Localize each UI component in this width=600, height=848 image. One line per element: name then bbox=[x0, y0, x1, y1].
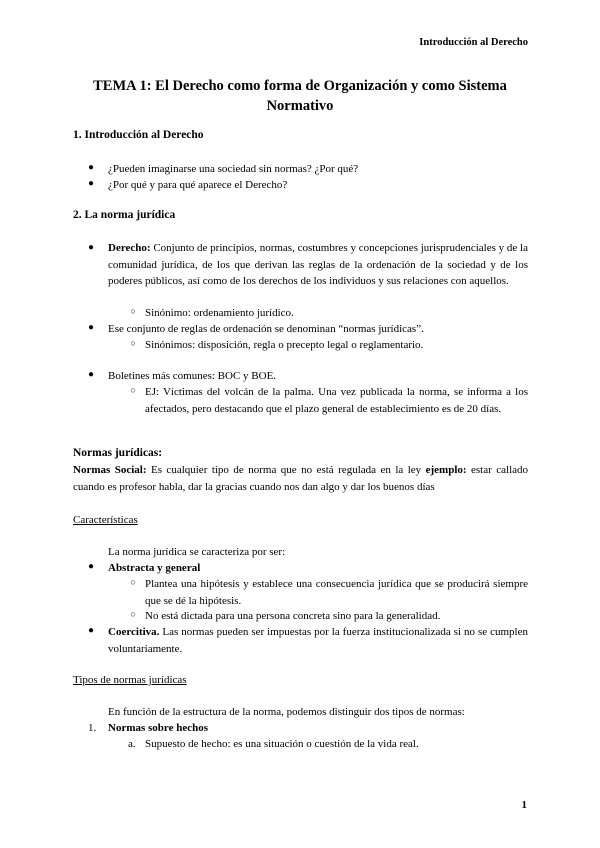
list-item: Boletines más comunes: BOC y BOE. bbox=[108, 370, 277, 382]
list-item: ¿Pueden imaginarse una sociedad sin normas? ¿Por qué? bbox=[108, 163, 359, 175]
ejemplo-label: ejemplo: bbox=[425, 464, 467, 476]
circle-bullet-icon: ○ bbox=[130, 577, 136, 587]
list-item bbox=[108, 720, 528, 737]
bullet-icon: ● bbox=[87, 322, 95, 333]
numbered-marker: 1. bbox=[88, 722, 97, 734]
normas-hechos-label: Normas sobre hechos bbox=[108, 722, 209, 734]
running-header: Introducción al Derecho bbox=[419, 37, 528, 48]
normas-social-text: Es cualquier tipo de norma que no está regulada en la ley bbox=[146, 464, 426, 476]
normas-heading: Normas jurídicas: bbox=[73, 447, 163, 459]
section-2-heading: 2. La norma jurídica bbox=[73, 209, 176, 221]
coercitiva-label: Coercitiva. bbox=[108, 626, 160, 638]
bullet-icon: ● bbox=[87, 561, 95, 572]
normas-social-label: Normas Social: bbox=[73, 464, 147, 476]
caracteristicas-intro: La norma jurídica se caracteriza por ser: bbox=[108, 546, 286, 558]
derecho-term: Derecho: bbox=[108, 242, 151, 254]
sub-list-item: Sinónimo: ordenamiento jurídico. bbox=[145, 307, 294, 319]
caracteristicas-heading: Características bbox=[73, 514, 138, 526]
list-item: Ese conjunto de reglas de ordenación se denominan “normas jurídicas”. bbox=[108, 323, 424, 335]
bullet-icon: ● bbox=[87, 162, 95, 173]
coercitiva-item bbox=[108, 624, 528, 657]
derecho-text: Conjunto de principios, normas, costumbres y concepciones jurisprudenciales y de la comunidad jurídica, de los que derivan las reglas de la ordenación de la sociedad y de los poderes públicos, así como de los derechos de los individuos y sus relaciones con aquellos. bbox=[108, 242, 528, 287]
bullet-icon: ● bbox=[87, 625, 95, 636]
list-item bbox=[108, 560, 528, 577]
sub-list-item: Sinónimos: disposición, regla o precepto legal o reglamentario. bbox=[145, 339, 424, 351]
derecho-definition bbox=[108, 240, 528, 290]
tipos-intro: En función de la estructura de la norma, podemos distinguir dos tipos de normas: bbox=[108, 706, 465, 718]
normas-social-paragraph bbox=[73, 462, 528, 495]
sub-list-item: EJ: Víctimas del volcán de la palma. Una vez publicada la norma, se informa a los afectados, pero destacando que el plazo general de establecimiento es de 20 días. bbox=[145, 386, 528, 415]
circle-bullet-icon: ○ bbox=[130, 385, 136, 395]
bullet-icon: ● bbox=[87, 369, 95, 380]
circle-bullet-icon: ○ bbox=[130, 609, 136, 619]
letter-marker: a. bbox=[128, 738, 136, 750]
page-title: TEMA 1: El Derecho como forma de Organización y como Sistema Normativo bbox=[93, 78, 507, 114]
section-1-heading: 1. Introducción al Derecho bbox=[73, 129, 204, 141]
sub-list-item: Supuesto de hecho: es una situación o cuestión de la vida real. bbox=[145, 738, 419, 750]
tipos-heading: Tipos de normas jurídicas bbox=[73, 674, 187, 686]
sub-list-item: Plantea una hipótesis y establece una consecuencia jurídica que se producirá siempre que se dé la hipótesis. bbox=[145, 578, 528, 607]
coercitiva-text: Las normas pueden ser impuestas por la fuerza institucionalizada si no se cumplen voluntariamente. bbox=[108, 626, 528, 655]
bullet-icon: ● bbox=[87, 178, 95, 189]
sub-list-item: No está dictada para una persona concreta sino para la generalidad. bbox=[145, 610, 441, 622]
circle-bullet-icon: ○ bbox=[130, 306, 136, 316]
circle-bullet-icon: ○ bbox=[130, 338, 136, 348]
normas-social-example: estar callado cuando es profesor habla, dar la gracias cuando nos dan algo y dar los buenos días bbox=[73, 464, 529, 493]
page-number: 1 bbox=[521, 799, 527, 811]
bullet-icon: ● bbox=[87, 242, 95, 253]
list-item: ¿Por qué y para qué aparece el Derecho? bbox=[108, 179, 288, 191]
abstracta-label: Abstracta y general bbox=[108, 562, 201, 574]
